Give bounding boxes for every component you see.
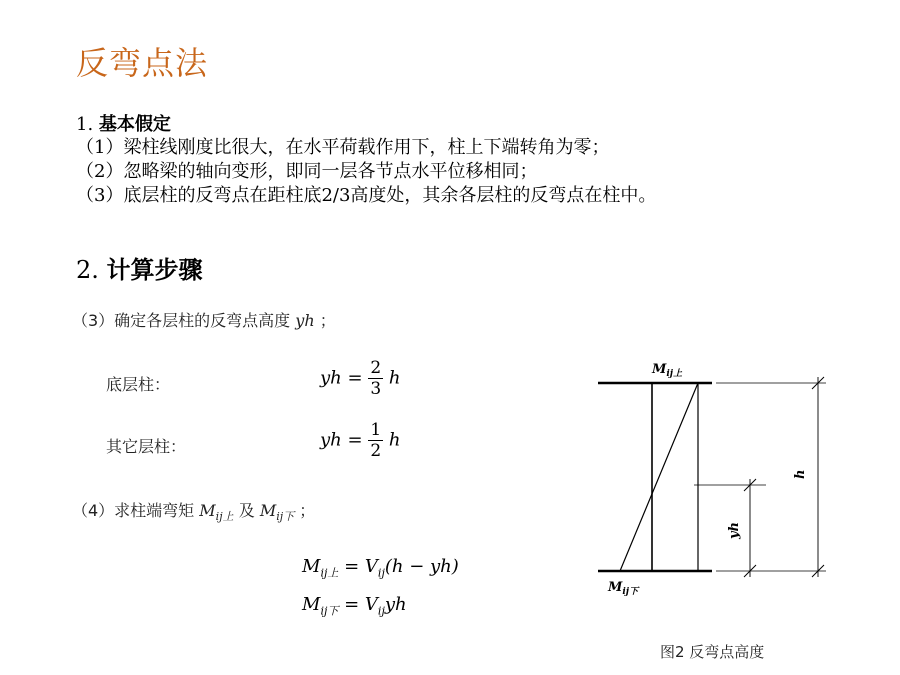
eq1-v-sub: ij [377, 566, 385, 580]
other-column-label: 其它层柱： [106, 437, 187, 456]
bottom-column-label: 底层柱： [106, 375, 171, 394]
step3-end: ； [319, 311, 336, 330]
yh-label: yh [727, 521, 742, 539]
step3-var: yh [295, 311, 315, 330]
eq1-m-sub: ij上 [320, 566, 339, 580]
section1-heading [76, 110, 171, 136]
step3-text: （3）确定各层柱的反弯点高度 [72, 311, 291, 330]
moment-diagram-line [620, 383, 698, 571]
bottom-formula-lhs: yh = [320, 367, 363, 389]
section2-number: 2. [76, 256, 99, 284]
other-formula-lhs: yh = [320, 429, 363, 451]
h-label: h [793, 469, 808, 479]
fraction-denominator: 3 [370, 379, 382, 399]
figure-caption: 图2 反弯点高度 [660, 643, 765, 661]
section2-title: 计算步骤 [106, 255, 203, 284]
moment-bottom-sub: ij下 [276, 510, 295, 524]
moment-bottom-label [607, 580, 640, 597]
page-title: 反弯点法 [76, 44, 209, 82]
section1-title: 基本假定 [98, 114, 171, 135]
moment-bottom-equation [302, 594, 407, 619]
step4-text: （4）求柱端弯矩 [72, 501, 195, 520]
moment-bottom-symbol [259, 501, 295, 524]
inflection-point-figure [590, 355, 850, 605]
moment-top-equation [302, 556, 459, 581]
fraction-numerator: 1 [370, 420, 382, 440]
eq2-rest: yh [384, 594, 407, 615]
fraction-numerator: 2 [370, 358, 382, 378]
other-column-formula [320, 420, 400, 461]
section1-list [76, 136, 656, 208]
fig-m-top-sub: ij上 [666, 369, 683, 379]
eq1-m: M [302, 556, 321, 577]
assumption-item-2: （2）忽略梁的轴向变形，即同一层各节点水平位移相同； [76, 161, 538, 182]
step4-end: ； [299, 501, 316, 520]
fig-m-top: M [652, 362, 667, 377]
moment-m: M [259, 501, 277, 520]
step4-and: 及 [238, 501, 255, 520]
other-formula-fraction [368, 420, 383, 461]
assumption-item-1: （1）梁柱线刚度比很大，在水平荷载作用下，柱上下端转角为零； [76, 137, 610, 158]
fig-m-bottom: M [608, 580, 623, 595]
assumption-item-3: （3）底层柱的反弯点在距柱底2/3高度处，其余各层柱的反弯点在柱中。 [76, 185, 657, 206]
eq1-rest: (h − yh) [384, 556, 459, 577]
eq2-equals-v: = V [344, 594, 378, 615]
moment-top-symbol [199, 501, 234, 524]
step3-label [72, 308, 336, 331]
section1-number: 1. [76, 114, 94, 135]
bottom-formula-fraction [368, 358, 383, 399]
eq2-v-sub: ij [377, 604, 385, 618]
bottom-column-formula [320, 358, 400, 399]
step4-label [72, 498, 315, 524]
moment-top-sub: ij上 [215, 510, 234, 524]
bottom-formula-rhs: h [388, 367, 401, 389]
fig-m-bottom-sub: ij下 [622, 587, 639, 597]
moment-m: M [199, 501, 216, 520]
eq2-m-sub: ij下 [320, 604, 339, 618]
eq1-equals-v: = V [344, 556, 378, 577]
fraction-denominator: 2 [370, 441, 382, 461]
section2-heading [76, 250, 203, 285]
moment-top-label [651, 362, 683, 379]
other-formula-rhs: h [388, 429, 401, 451]
eq2-m: M [302, 594, 321, 615]
